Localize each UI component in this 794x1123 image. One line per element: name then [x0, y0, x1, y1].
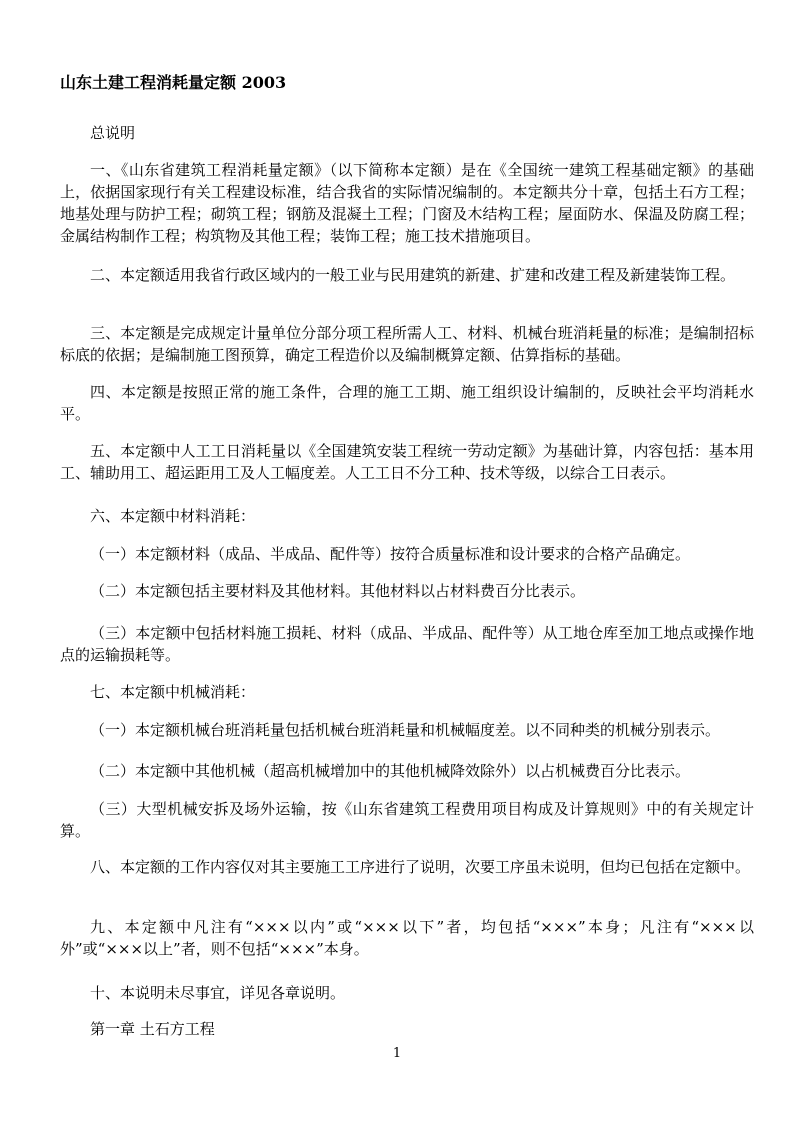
paragraph-4: 四、本定额是按照正常的施工条件，合理的施工工期、施工组织设计编制的，反映社会平均消耗水平。 [60, 383, 754, 423]
page-number: 1 [392, 1046, 402, 1061]
paragraph-9: 九、本定额中凡注有“×××以内”或“×××以下”者，均包括“×××”本身；凡注有“×××以外”或“×××以上”者，则不包括“×××”本身。 [60, 918, 754, 958]
section-heading-general: 总说明 [90, 124, 136, 142]
paragraph-10: 十、本说明未尽事宜，详见各章说明。 [90, 984, 346, 1002]
paragraph-6-2: （二）本定额包括主要材料及其他材料。其他材料以占材料费百分比表示。 [90, 582, 586, 600]
paragraph-6: 六、本定额中材料消耗： [90, 507, 256, 525]
paragraph-5: 五、本定额中人工工日消耗量以《全国建筑安装工程统一劳动定额》为基础计算，内容包括：基本用工、辅助用工、超运距用工及人工幅度差。人工工日不分工种、技术等级，以综合工日表示。 [60, 442, 754, 482]
paragraph-3: 三、本定额是完成规定计量单位分部分项工程所需人工、材料、机械台班消耗量的标准；是编制招标标底的依据；是编制施工图预算，确定工程造价以及编制概算定额、估算指标的基础。 [60, 324, 754, 364]
paragraph-7: 七、本定额中机械消耗： [90, 683, 256, 701]
paragraph-7-2: （二）本定额中其他机械（超高机械增加中的其他机械降效除外）以占机械费百分比表示。 [90, 762, 691, 780]
paragraph-7-1: （一）本定额机械台班消耗量包括机械台班消耗量和机械幅度差。以不同种类的机械分别表示。 [90, 721, 721, 739]
paragraph-1: 一、《山东省建筑工程消耗量定额》（以下简称本定额）是在《全国统一建筑工程基础定额》的基础上，依据国家现行有关工程建设标准，结合我省的实际情况编制的。本定额共分十章，包括土石方工程；地基处理与防护工程；砌筑工程；钢筋及混凝土工程；门窗及木结构工程；屋面防水、保温及防腐工程；金属结构制作工程；构筑物及其他工程；装饰工程；施工技术措施项目。 [60, 161, 754, 245]
paragraph-8: 八、本定额的工作内容仅对其主要施工工序进行了说明，次要工序虽未说明，但均已包括在定额中。 [90, 858, 751, 876]
paragraph-6-1: （一）本定额材料（成品、半成品、配件等）按符合质量标准和设计要求的合格产品确定。 [90, 545, 691, 563]
document-title: 山东土建工程消耗量定额 2003 [60, 73, 287, 92]
chapter-heading: 第一章 土石方工程 [90, 1020, 215, 1038]
paragraph-2: 二、本定额适用我省行政区域内的一般工业与民用建筑的新建、扩建和改建工程及新建装饰工程。 [90, 266, 736, 284]
paragraph-7-3: （三）大型机械安拆及场外运输，按《山东省建筑工程费用项目构成及计算规则》中的有关规定计算。 [60, 800, 754, 840]
paragraph-6-3: （三）本定额中包括材料施工损耗、材料（成品、半成品、配件等）从工地仓库至加工地点或操作地点的运输损耗等。 [60, 624, 754, 664]
